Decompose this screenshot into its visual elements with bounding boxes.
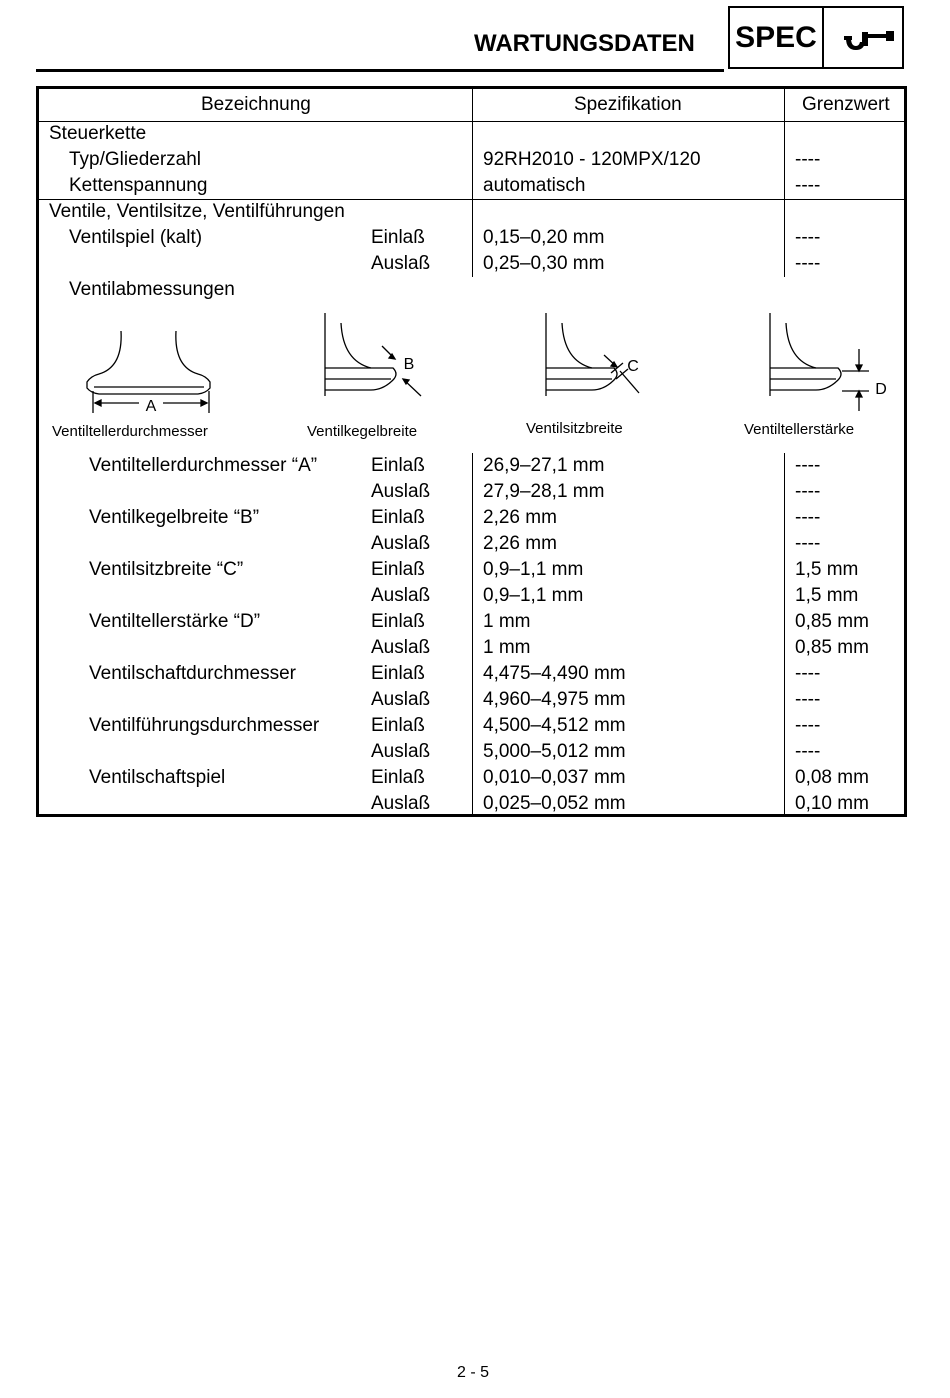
dim-row-sub: Einlaß (371, 715, 425, 736)
row-divider (39, 199, 904, 200)
spec-table (36, 86, 907, 817)
diagram-letter-c: C (627, 358, 639, 375)
row-label: Ventilabmessungen (69, 279, 235, 300)
dim-row-limit: 0,85 mm (795, 637, 869, 658)
column-header-name: Bezeichnung (201, 94, 311, 115)
row-limit: ---- (795, 227, 821, 248)
col-divider (784, 89, 785, 277)
row-spec: automatisch (483, 175, 586, 196)
dim-row-sub: Auslaß (371, 689, 431, 710)
column-header-spec: Spezifikation (574, 94, 682, 115)
col-divider (472, 89, 473, 277)
dim-row-limit: 0,10 mm (795, 793, 869, 814)
page-number: 2 - 5 (457, 1364, 490, 1381)
diagram-caption: Ventilkegelbreite (307, 423, 418, 440)
spec-label: SPEC (730, 8, 824, 67)
section-heading-chain: Steuerkette (49, 123, 147, 144)
dim-row-label: Ventilschaftspiel (89, 767, 226, 788)
dim-row-limit: ---- (795, 481, 821, 502)
page-title: WARTUNGSDATEN (474, 30, 695, 57)
dim-row-sub: Einlaß (371, 663, 425, 684)
dim-row-sub: Auslaß (371, 741, 431, 762)
dim-row-spec: 1 mm (483, 611, 531, 632)
dim-row-spec: 4,475–4,490 mm (483, 663, 626, 684)
dim-row-spec: 4,500–4,512 mm (483, 715, 626, 736)
dim-row-label: Ventilschaftdurchmesser (89, 663, 296, 684)
row-label: Typ/Gliederzahl (69, 149, 202, 170)
dim-row-spec: 0,9–1,1 mm (483, 559, 584, 580)
dim-row-spec: 4,960–4,975 mm (483, 689, 626, 710)
dim-row-spec: 0,9–1,1 mm (483, 585, 584, 606)
row-limit: ---- (795, 149, 821, 170)
diagram-letter-b: B (403, 356, 415, 373)
dim-row-spec: 0,010–0,037 mm (483, 767, 626, 788)
dim-row-limit: ---- (795, 689, 821, 710)
dim-row-spec: 5,000–5,012 mm (483, 741, 626, 762)
dim-row-limit: ---- (795, 715, 821, 736)
header-rule (36, 69, 724, 72)
dim-row-label: Ventilführungsdurchmesser (89, 715, 320, 736)
dim-row-spec: 1 mm (483, 637, 531, 658)
dim-row-sub: Einlaß (371, 507, 425, 528)
dim-row-sub: Auslaß (371, 637, 431, 658)
dim-row-sub: Auslaß (371, 481, 431, 502)
dim-row-spec: 27,9–28,1 mm (483, 481, 605, 502)
diagram-letter-a: A (145, 398, 157, 415)
spec-badge (728, 6, 904, 69)
dim-row-limit: ---- (795, 507, 821, 528)
section-heading-valves: Ventile, Ventilsitze, Ventilführungen (49, 201, 345, 222)
row-divider (39, 121, 904, 122)
diagram-caption: Ventilsitzbreite (526, 420, 623, 437)
dim-row-spec: 2,26 mm (483, 533, 557, 554)
dim-row-sub: Einlaß (371, 611, 425, 632)
dim-row-sub: Auslaß (371, 533, 431, 554)
row-sub: Auslaß (371, 253, 431, 274)
dim-row-label: Ventiltellerstärke “D” (89, 611, 261, 632)
diagram-letter-d: D (875, 381, 887, 398)
row-spec: 0,15–0,20 mm (483, 227, 605, 248)
dim-row-limit: ---- (795, 741, 821, 762)
diagram-caption: Ventiltellerstärke (744, 421, 855, 438)
dim-row-spec: 26,9–27,1 mm (483, 455, 605, 476)
dim-row-sub: Auslaß (371, 585, 431, 606)
dim-row-limit: 1,5 mm (795, 559, 859, 580)
dim-row-label: Ventilsitzbreite “C” (89, 559, 244, 580)
dim-row-limit: ---- (795, 663, 821, 684)
row-label: Ventilspiel (kalt) (69, 227, 203, 248)
row-limit: ---- (795, 175, 821, 196)
column-header-limit: Grenzwert (802, 94, 890, 115)
col-divider (784, 453, 785, 817)
dim-row-sub: Auslaß (371, 793, 431, 814)
dim-row-label: Ventilkegelbreite “B” (89, 507, 260, 528)
col-divider (472, 453, 473, 817)
dim-row-spec: 0,025–0,052 mm (483, 793, 626, 814)
dim-row-limit: ---- (795, 533, 821, 554)
dim-row-sub: Einlaß (371, 767, 425, 788)
row-label: Kettenspannung (69, 175, 208, 196)
row-spec: 0,25–0,30 mm (483, 253, 605, 274)
wrench-caliper-icon (824, 8, 902, 67)
row-spec: 92RH2010 - 120MPX/120 (483, 149, 701, 170)
row-limit: ---- (795, 253, 821, 274)
dim-row-limit: ---- (795, 455, 821, 476)
dim-row-limit: 0,85 mm (795, 611, 869, 632)
dim-row-sub: Einlaß (371, 559, 425, 580)
diagram-caption: Ventiltellerdurchmesser (52, 423, 208, 440)
row-sub: Einlaß (371, 227, 425, 248)
dim-row-limit: 1,5 mm (795, 585, 859, 606)
dim-row-limit: 0,08 mm (795, 767, 869, 788)
dim-row-label: Ventiltellerdurchmesser “A” (89, 455, 318, 476)
dim-row-spec: 2,26 mm (483, 507, 557, 528)
dim-row-sub: Einlaß (371, 455, 425, 476)
